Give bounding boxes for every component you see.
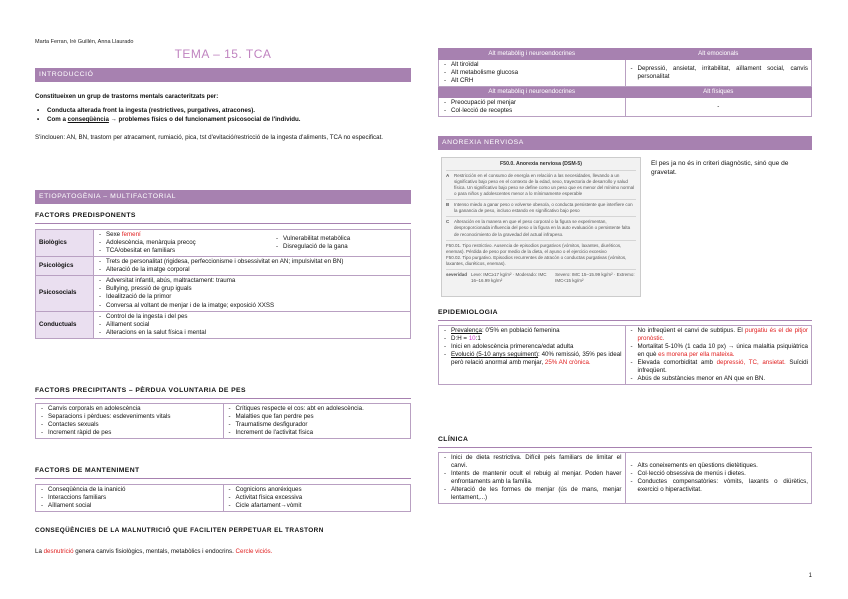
list-item: - Crítiques respecte el cos: abt en adolescència. bbox=[227, 405, 408, 413]
table-row bbox=[36, 311, 411, 338]
list-item: - Adolescència, menàrquia precoç bbox=[97, 239, 268, 247]
list-item: - Disregulació de la gana bbox=[274, 243, 407, 251]
table-row bbox=[36, 230, 411, 257]
col-header: Alt metabòlig i neuroendocrines bbox=[439, 49, 626, 60]
list-item: - Alt tiroïdal bbox=[442, 61, 622, 69]
dsm-title: F50.0. Anorexia nerviosa (DSM-5) bbox=[500, 161, 582, 167]
list-item: - Increment ràpid de pes bbox=[39, 429, 220, 437]
intro-section bbox=[35, 93, 411, 142]
row-label: Conductuals bbox=[36, 311, 94, 338]
alterations-table bbox=[438, 48, 812, 117]
precip-table bbox=[35, 403, 411, 439]
intro-heading: INTRODUCCIÓ bbox=[35, 68, 411, 82]
table-row bbox=[439, 98, 812, 117]
list-item: - Idealització de la primor bbox=[97, 293, 407, 301]
col-header: Alt metabòliq i neuroendocrines bbox=[439, 87, 626, 98]
col-header: Alt físiques bbox=[625, 87, 812, 98]
row-label: Psicològics bbox=[36, 257, 94, 276]
anorexia-note: El pes ja no és in criteri diagnòstic, sinó que de gravetat. bbox=[651, 160, 789, 176]
list-item: - Depressió, ansietat, irritabilitat, aïllament social, canvis personalitat bbox=[629, 65, 809, 81]
list-item: - Alts coneixements en qüestions dietètiques. bbox=[629, 462, 809, 470]
anorexia-heading: ANOREXIA NERVIOSA bbox=[438, 136, 812, 150]
list-item: - Contactes sexuals bbox=[39, 421, 220, 429]
conseq-title: CONSEQÜÈNCIES DE LA MALNUTRICIÓ QUE FACILITEN PERPETUAR EL TRASTORN bbox=[35, 527, 324, 534]
list-item: - Prevalença: 0'5% en població femenina bbox=[442, 327, 622, 335]
cell: - bbox=[625, 98, 812, 117]
list-item: - Conductes compensatòries: vòmits, laxants o diürètics, exercici o hiperactivitat. bbox=[629, 478, 809, 494]
clin-table bbox=[438, 452, 812, 504]
epi-title: EPIDEMIOLOGIA bbox=[438, 309, 812, 321]
list-item: - Alt CRH bbox=[442, 77, 622, 85]
dsm-row: A Restricción en el consumo de energía en relación a las necesidades, llevando a un significativo bajo peso en el contexto de la edad, sexo, trayectoria de desarrollo y salud física. Un significativo bajo peso se define como un peso que es menor del mínimo normal o para niños y adolescentes menor a lo mínimamente esperable bbox=[446, 170, 636, 199]
list-item: - Canvis corporals en adolescència bbox=[39, 405, 220, 413]
manten-table bbox=[35, 484, 411, 512]
list-item: - Alteració de la imatge corporal bbox=[97, 266, 407, 274]
list-item: - Alt metabolisme glucosa bbox=[442, 69, 622, 77]
list-item: - Separacions i pèrdues: esdeveniments vitals bbox=[39, 413, 220, 421]
table-row bbox=[36, 257, 411, 276]
precip-title: FACTORS PRECIPITANTS – PÈRDUA VOLUNTARIA DE PES bbox=[35, 387, 411, 399]
authors: Marta Ferran, Irè Guillén, Anna Llaurado bbox=[35, 39, 134, 45]
intro-includes: S'inclouen: AN, BN, trastorn per atracament, rumiació, pica, tst d'evitació/restricció de la ingesta d'aliments, TCA no especificat. bbox=[35, 134, 384, 142]
list-item: - Elevada comorbiditat amb depressió, TC, ansietat. Suïcidi infreqüent. bbox=[629, 359, 809, 375]
table-row bbox=[439, 60, 812, 87]
list-item: - Aïllament social bbox=[39, 502, 220, 510]
predisp-table bbox=[35, 229, 411, 339]
list-item: - Mortalitat 5-10% (1 cada 10 px) → única malaltia psiquiàtrica en què es morena per ella mateixa. bbox=[629, 343, 809, 359]
list-item: - Bullying, pressió de grup iguals bbox=[97, 285, 407, 293]
list-item: - Col·lecció de receptes bbox=[442, 107, 622, 115]
dsm-foot: F50.01. Tipo restrictivo. Ausencia de episodios purgativos (vómitos, laxantes, diuréticos, enemas). Pérdida de peso por medio de la dieta, el ayuno o el ejercicio excesivo F50.02. Tipo purgativo. Episodios recurrentes de atracón o conductas purgativas (vómitos, laxantes, diuréticos, enemas). bbox=[446, 240, 636, 269]
etio-heading: ETIOPATOGÈNIA – MULTIFACTORIAL bbox=[35, 190, 411, 204]
list-item: - Trets de personalitat (rigidesa, perfeccionisme i obsessivitat en AN; impulsivitat en BN) bbox=[97, 258, 407, 266]
list-item: - Activitat física excessiva bbox=[227, 494, 408, 502]
list-item: - Sexe femení bbox=[97, 231, 268, 239]
list-item: - Cognicions anoréxiques bbox=[227, 486, 408, 494]
list-item: - Col·lecció obsessiva de menús i dietes. bbox=[629, 470, 809, 478]
page-number: 1 bbox=[808, 573, 812, 580]
epi-table bbox=[438, 325, 812, 385]
dsm-criteria-image bbox=[441, 157, 641, 297]
list-item: - Vulnerabilitat metabòlica bbox=[274, 235, 407, 243]
list-item: - Intents de mantenir ocult el rebuig al menjar. Poden haver enfrontaments amb la família. bbox=[442, 470, 622, 486]
col-header: Alt emocionals bbox=[625, 49, 812, 60]
list-item: - No infreqüent el canvi de subtipus. El purgatiu és el de pitjor pronòstic. bbox=[629, 327, 809, 343]
list-item: - Alteració de les formes de menjar (ús de mans, menjar lentament,...) bbox=[442, 486, 622, 502]
list-item: - Interaccions familiars bbox=[39, 494, 220, 502]
intro-lead: Constitueixen un grup de trastorns mentals caracteritzats per: bbox=[35, 93, 219, 100]
list-item: - TCA/obesitat en familiars bbox=[97, 247, 268, 255]
list-item: - Adversitat infantil, abús, maltractament: trauma bbox=[97, 277, 407, 285]
row-label: Biològics bbox=[36, 230, 94, 257]
page-title: TEMA – 15. TCA bbox=[174, 47, 272, 61]
intro-bullet: • Conducta alterada front la ingesta (restrictives, purgatives, atracones). bbox=[35, 107, 411, 115]
predisp-title: FACTORS PREDISPONENTS bbox=[35, 212, 411, 224]
list-item: - Abús de substàncies menor en AN que en BN. bbox=[629, 375, 809, 383]
clin-title: CLÍNICA bbox=[438, 436, 812, 448]
dsm-row: B Intenso miedo a ganar peso o volverse obeso/a, o conducta persistente que interfiere con la ganancia de peso, incluso estando en significativo bajo peso bbox=[446, 199, 636, 216]
list-item: - Control de la ingesta i del pes bbox=[97, 313, 407, 321]
list-item: - Evolució (5-10 anys seguiment): 40% remissió, 35% pes ideal però relació anormal amb menjar, 25% AN crònica. bbox=[442, 351, 622, 367]
list-item: - Inici de dieta restrictiva. Difícil pels familiars de limitar el canvi. bbox=[442, 454, 622, 470]
conseq-text: La desnutrició genera canvis fisiològics, mentals, metabòlics i endocrins. Cercle viciós. bbox=[35, 548, 273, 555]
list-item: - Inici en adolescència primerenca/edat adulta bbox=[442, 343, 622, 351]
list-item: - Aïllament social bbox=[97, 321, 407, 329]
list-item: - Malalties que fan perdre pes bbox=[227, 413, 408, 421]
dsm-severity: severidad Leve: IMC≥17 kg/m² · Moderado: IMC 16–16.99 kg/m² Severo: IMC 15–15.99 kg/m² · Extremo: IMC<15 kg/m² bbox=[446, 269, 636, 286]
intro-bullet: • Com a conseqüència → problemes físics o del funcionament psicosocial de l'individu. bbox=[35, 116, 411, 124]
list-item: - Traumatisme desfigurador bbox=[227, 421, 408, 429]
table-row bbox=[36, 276, 411, 311]
row-label: Psicosocials bbox=[36, 276, 94, 311]
manten-title: FACTORS DE MANTENIMENT bbox=[35, 467, 411, 479]
list-item: - Preocupació pel menjar bbox=[442, 99, 622, 107]
list-item: - Alteracions en la salut física i mental bbox=[97, 329, 407, 337]
list-item: - Conseqüència de la inanició bbox=[39, 486, 220, 494]
dsm-row: C Alteración en la manera en que el peso corporal o la figura se experimentan, desproporcionada influencia del peso o la figura en la auto evaluación o persistente falta de reconocimiento de la gravedad del actual infrapeso. bbox=[446, 216, 636, 239]
list-item: - Conversa al voltant de menjar i de la imatge; exposició XXSS bbox=[97, 302, 407, 310]
list-item: - Cicle afartament→vòmit bbox=[227, 502, 408, 510]
list-item: - Increment de l'activitat física bbox=[227, 429, 408, 437]
list-item: - D:H = 10:1 bbox=[442, 335, 622, 343]
